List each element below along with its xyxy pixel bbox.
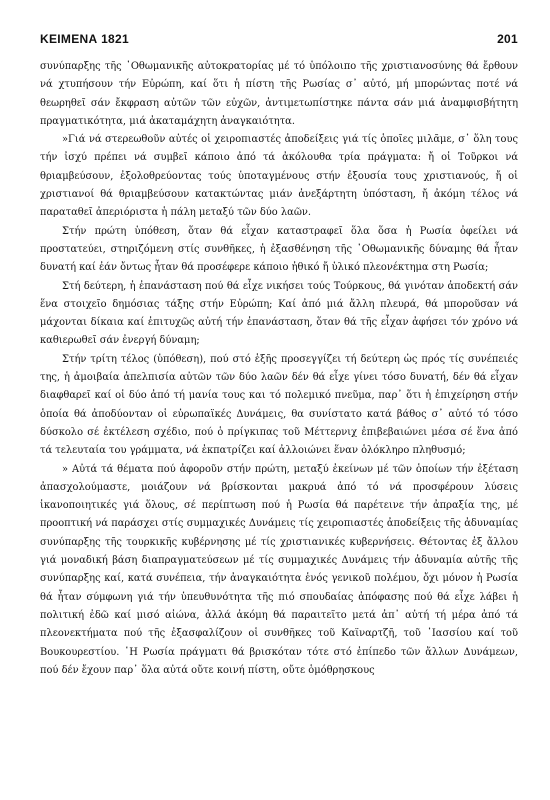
paragraph: Στήν τρίτη τέλος (ὑπόθεση), πού στό ἑξῆς προσεγγίζει τή δεύτερη ὡς πρός τίς συνέπειές της, ἡ ἀμοιβαία ἀπελπισία αὐτῶν τῶν δύο λαῶν δέν θά εἶχε γίνει τόσο δυνατή, δέν θά εἶχαν διαφθαρεῖ καί οἱ δύο ἀπό τή μανία τους και τό πολεμικό πνεῦμα, παρ᾿ ὅτι ἡ ἐπιχείρηση στήν ὁποία θά ἀποδύονταν οἱ εὐρωπαϊκές Δυνάμεις, θα συνίστατο κατά βάθος σ᾿ αὐτό τό τόσο δύσκολο σέ ἐκτέλεση σχέδιο, πού ὁ πρίγκιπας τοῦ Μέττερνιχ ἐπιβεβαιώνει μέσα σέ ἕνα ἀπό τά τελευταία του γράμματα, νά ἐκπατρίζει καί ἀλλοιώνει ἕναν ὁλόκληρο πληθυσμό;	[40, 353, 518, 457]
paragraph: Στήν πρώτη ὑπόθεση, ὅταν θά εἶχαν καταστραφεῖ ὅλα ὅσα ἡ Ρωσία ὀφείλει νά προστατεύει, στηριζόμενη στίς συνθῆκες, ἡ ἐξασθένηση τῆς ᾿Οθωμανικῆς δύναμης θά ἦταν δυνατή καί ἐάν ὄντως ἦταν θά προσέφερε κάποιο ἠθικό ἤ ὑλικό πλεονέκτημα στη Ρωσία;	[40, 225, 518, 274]
paragraph: Στή δεύτερη, ἡ ἐπανάσταση πού θά εἶχε νικήσει τούς Τούρκους, θά γινόταν ἀποδεκτή σάν ἕνα στοιχεῖο δημόσιας τάξης στήν Εὐρώπη; Καί ἀπό μιά ἄλλη πλευρά, θά μποροῦσαν νά μάχονται δίκαια καί ἐπιτυχῶς αὐτή τήν ἐπανάσταση, ὅταν θά τῆς εἶχαν ἀφήσει τόν χρόνο νά καθιερωθεῖ σάν ἐνεργή δύναμη;	[40, 280, 518, 347]
paragraph: »Γιά νά στερεωθοῦν αὐτές οἱ χειροπιαστές ἀποδείξεις γιά τίς ὁποῖες μιλᾶμε, σ᾿ ὅλη τους τήν ἰσχύ πρέπει νά συμβεῖ κάποιο ἀπό τά ἀκόλουθα τρία πράγματα: ἤ οἱ Τοῦρκοι νά θριαμβεύσουν, ἐξολοθρεύοντας τούς ὑποταγμένους στήν ἐξουσία τους χριστιανούς, ἤ οἱ χριστιανοί θά θριαμβεύσουν κατακτώντας μιάν ἀνεξάρτητη ὑπόσταση, ἤ ἀκόμη τέλος νά παραταθεῖ ἀπεριόριστα ἡ πάλη μεταξύ τῶν δύο λαῶν.	[40, 134, 518, 219]
page-number: 201	[497, 32, 518, 46]
paragraph: » Αὐτά τά θέματα πού ἀφοροῦν στήν πρώτη, μεταξύ ἐκείνων μέ τῶν ὁποίων τήν ἐξέταση ἀπασχολούμαστε, μοιάζουν νά βρίσκονται μακρυά ἀπό τό νά προσφέρουν λύσεις ἱκανοποιητικές γιά ὅλους, σέ περίπτωση πού ἡ Ρωσία θά παρέτεινε τήν ἀπραξία της, μέ προοπτική νά παράσχει στίς συμμαχικές Δυνάμεις τίς χειροπιαστές ἀποδείξεις τῆς ἀδυναμίας συνύπαρξης τῆς τουρκικῆς κυβέρνησης μέ τίς χριστιανικές κυβερνήσεις. Θέτοντας ἐξ ἄλλου γιά μοναδική βάση διαπραγματεύσεων μέ τίς συμμαχικές Δυνάμεις τήν ἀδυναμία αὐτῆς τῆς συνύπαρξης καί, κατά συνέπεια, τήν ἀναγκαιότητα ἑνός γενικοῦ πολέμου, ὄχι μόνον ἡ Ρωσία θά ἦταν σύμφωνη γιά τήν ὑπευθυνότητα τῆς πιό σπουδαίας ἀπόφασης πού θά εἶχε λάβει ἡ πολιτική ἐδῶ καί μισό αἰώνα, ἀλλά ἀκόμη θά παραιτεῖτο μετά ἀπ᾿ αὐτή τή μέρα ἀπό τά πλεονεκτήματα πού τῆς ἐξασφαλίζουν οἱ συνθῆκες τοῦ Καϊναρτζῆ, τοῦ ᾿Ιασσίου καί τοῦ Βουκουρεστίου. ῾Η Ρωσία πράγματι θά βρισκόταν τότε στό ἐπίπεδο τῶν ἄλλων Δυνάμεων, πού δέν ἔχουν παρ᾿ ὅλα αὐτά οὔτε κοινή πίστη, οὔτε ὁμόθρησκους	[40, 463, 518, 676]
book-page	[40, 32, 518, 680]
running-header	[40, 32, 518, 54]
body-text	[40, 58, 518, 680]
paragraph-continuation: συνύπαρξης τῆς ᾿Οθωμανικῆς αὐτοκρατορίας μέ τό ὑπόλοιπο τῆς χριστιανοσύνης θά ἔρθουν νά χτυπήσουν τήν Εὐρώπη, καί ὅτι ἡ πίστη τῆς Ρωσίας σ᾿ αὐτό, μή μπορώντας ποτέ νά θεωρηθεῖ σάν ἔκφραση αὐτῶν τῶν εὐχῶν, ἀντιμετωπίστηκε πάντα σάν μιά ἀναμφισβήτητη πραγματικότητα, μιά ἀκαταμάχητη ἀναγκαιότητα.	[40, 61, 518, 127]
running-title: ΚΕΙΜΕΝΑ 1821	[40, 32, 129, 46]
